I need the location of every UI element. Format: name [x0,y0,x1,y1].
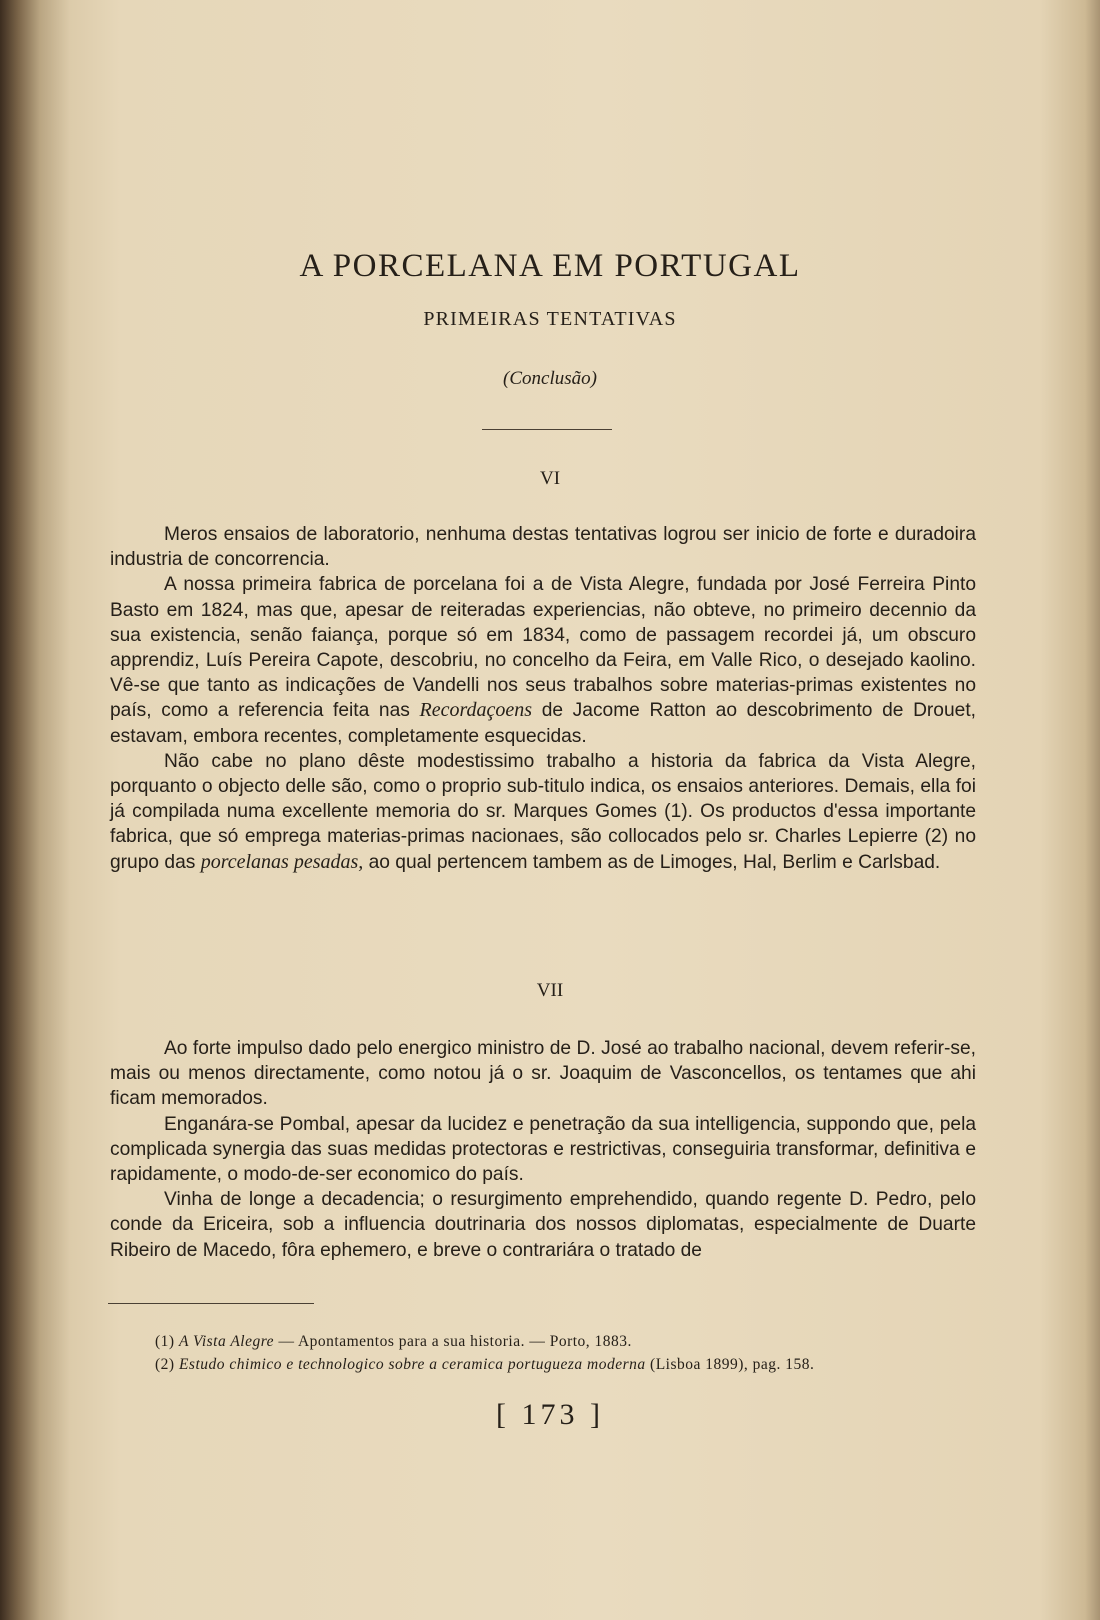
footnote-title: A Vista Alegre [178,1333,275,1350]
paragraph-text: Enganára-se Pombal, apesar da lucidez e penetração da sua intelligencia, suppondo que, pela complicada synergia das suas medidas protectoras e restrictivas, conseguiria transformar, definitiva e rapidamente, o modo-de-ser economico do país. [110,1113,976,1186]
footnote-text: — Apontamentos para a sua historia. — Porto, 1883. [278,1333,632,1350]
paragraph [110,522,976,572]
footnote-divider [108,1303,314,1304]
section-vii-body [110,1036,976,1263]
paragraph-text: A nossa primeira fabrica de porcelana foi a de Vista Alegre, fundada por José Ferreira Pinto Basto em 1824, mas que, apesar de reiteradas experiencias, não obteve, no primeiro decennio da sua existencia, senão faiança, porque só em 1834, como de passagem recordei já, um obscuro apprendiz, Luís Pereira Capote, descobriu, no concelho da Feira, em Valle Rico, o desejado kaolino. Vê-se que tanto as indicações de Vandelli nos seus trabalhos sobre materias-primas existentes no país, como a referencia feita nas [110,574,976,722]
paragraph-text: Ao forte impulso dado pelo energico ministro de D. José ao trabalho nacional, devem referir-se, mais ou menos directamente, como notou já o sr. Joaquim de Vasconcellos, os tentames que ahi ficam memorados. [110,1038,976,1110]
paragraph-text: Não cabe no plano dêste modestissimo trabalho a historia da fabrica da Vista Alegre, porquanto o objecto delle são, como o proprio sub-titulo indica, os ensaios anteriores. Demais, ella foi já compilada numa excellente memoria do sr. Marques Gomes (1). Os productos d'essa importante fabrica, que só emprega materias-primas nacionaes, são collocados pelo sr. Charles Lepierre (2) no grupo das [110,750,976,873]
title-divider [482,429,612,430]
footnote-mark: (2) [155,1356,175,1373]
footnotes [155,1330,985,1376]
section-vi-body [110,522,976,875]
footnote-title: Estudo chimico e technologico sobre a ceramica portugueza moderna [178,1356,646,1373]
paragraph [110,1036,976,1112]
page-title: A PORCELANA EM PORTUGAL [299,248,801,285]
footnote-mark: (1) [155,1333,175,1350]
page-number: [ 173 ] [496,1398,604,1431]
footnote-1 [155,1330,985,1353]
paragraph [110,749,976,875]
footnote-text: (Lisboa 1899), pag. 158. [650,1356,815,1373]
section-numeral-vii: VII [536,980,564,1001]
paragraph [110,1187,976,1263]
paragraph-text: ao qual pertencem tambem as de Limoges, Hal, Berlim e Carlsbad. [368,851,941,873]
paragraph [110,572,976,748]
footnote-2 [155,1353,985,1376]
section-numeral-vi: VI [539,468,561,489]
paragraph-text: Meros ensaios de laboratorio, nenhuma destas tentativas logrou ser inicio de forte e duradoira industria de concorrencia. [110,524,976,571]
paragraph [110,1112,976,1188]
conclusion-note: (Conclusão) [503,368,597,389]
paragraph-text: Vinha de longe a decadencia; o resurgimento emprehendido, quando regente D. Pedro, pelo conde da Ericeira, sob a influencia doutrinaria dos nossos diplomatas, especialmente de Duarte Ribeiro de Macedo, fôra ephemero, e breve o contrariára o tratado de [110,1189,976,1261]
italic-term: porcelanas pesadas, [200,850,364,873]
italic-title: Recordaçoens [419,699,533,722]
paragraph-text: de Jacome Ratton ao descobrimento de Drouet, estavam, embora recentes, completamente esquecidas. [110,700,976,747]
page-subtitle: PRIMEIRAS TENTATIVAS [423,308,677,330]
